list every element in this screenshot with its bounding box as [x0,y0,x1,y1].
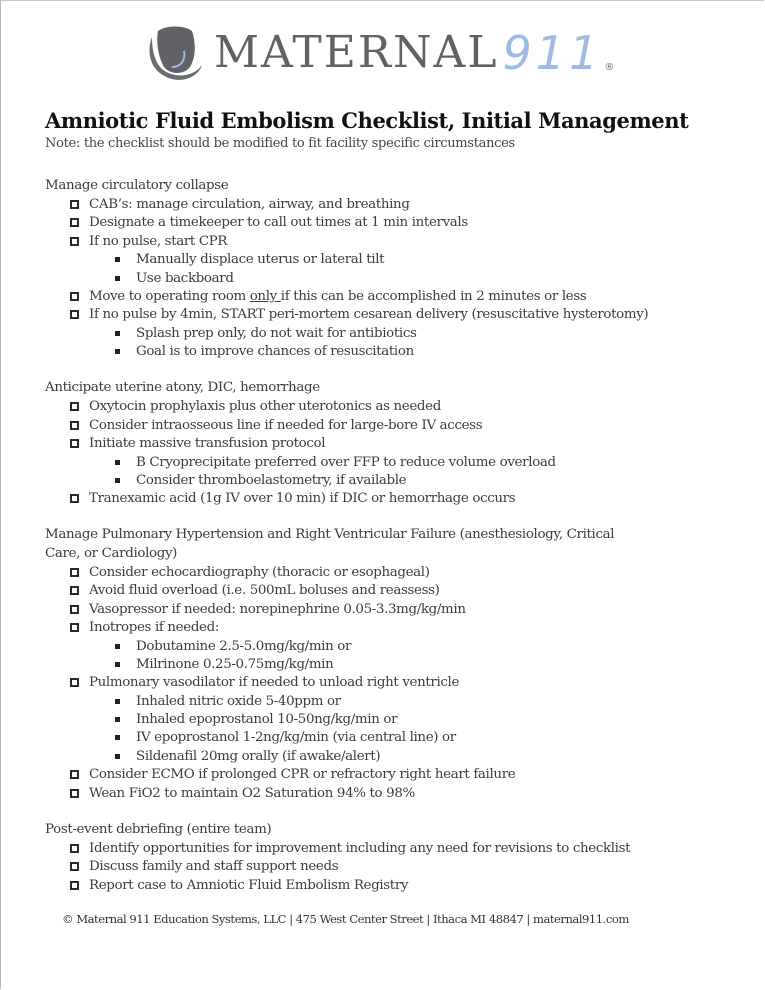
checklist-item [45,582,735,600]
sub-item [45,471,735,489]
checkbox[interactable] [70,586,79,595]
sub-item-text: Inhaled nitric oxide 5-40ppm or [136,693,341,709]
checkbox[interactable] [70,310,79,319]
item-text [89,289,586,304]
checkbox[interactable] [70,237,79,246]
checkbox[interactable] [70,568,79,577]
sub-item [45,729,735,747]
underlined-emphasis: only [249,289,281,305]
sub-item-text: Dobutamine 2.5-5.0mg/kg/min or [136,638,352,654]
checklist-item [45,600,735,618]
checkbox[interactable] [70,862,79,871]
checkbox[interactable] [70,789,79,798]
checkbox[interactable] [70,881,79,890]
logo-wordmark: MATERNAL [214,27,499,78]
bullet-icon [115,349,120,354]
checklist-item [45,858,735,876]
bullet-icon [115,460,120,465]
sub-item [45,269,735,287]
checklist-item [45,784,735,802]
checkbox[interactable] [70,218,79,227]
checkbox[interactable] [70,605,79,614]
sub-item [45,655,735,673]
item-text: Report case to Amniotic Fluid Embolism Registry [89,877,409,893]
checklist-item [45,876,735,894]
sub-item-text: IV epoprostanol 1-2ng/kg/min (via central line) or [136,730,456,746]
item-text: Vasopressor if needed: norepinephrine 0.05-3.3mg/kg/min [89,601,466,617]
document-title: Amniotic Fluid Embolism Checklist, Initial Management [45,108,689,133]
maternal911-swirl-logo-icon [144,23,204,83]
bullet-icon [115,662,120,667]
item-text: Consider ECMO if prolonged CPR or refractory right heart failure [89,767,516,783]
section-heading-continued: Care, or Cardiology) [45,545,178,561]
checkbox[interactable] [70,770,79,779]
checklist-item [45,618,735,636]
item-text: CAB’s: manage circulation, airway, and breathing [89,197,410,213]
bullet-icon [115,754,120,759]
registered-mark: ® [604,62,615,73]
bullet-icon [115,331,120,336]
sub-item-text: Manually displace uterus or lateral tilt [136,252,385,268]
checklist-item [45,766,735,784]
checkbox[interactable] [70,439,79,448]
sub-item-text: Goal is to improve chances of resuscitation [136,344,414,360]
sub-item [45,747,735,765]
sub-item [45,692,735,710]
sub-item [45,324,735,342]
checkbox[interactable] [70,421,79,430]
sub-item-text: Use backboard [136,270,234,286]
section-heading: Manage Pulmonary Hypertension and Right Ventricular Failure (anesthesiology, Critical [45,527,615,543]
section-pulmonary-hypertension [45,526,735,802]
sub-item [45,251,735,269]
item-text: Identify opportunities for improvement including any need for revisions to checklist [89,840,631,856]
item-text: Wean FiO2 to maintain O2 Saturation 94% to 98% [89,785,415,801]
checklist-item [45,674,735,692]
item-text: Tranexamic acid (1g IV over 10 min) if DIC or hemorrhage occurs [89,491,516,507]
item-text-part: Move to operating room [89,289,250,305]
section-post-event-debriefing [45,821,735,895]
checklist-item [45,195,735,213]
checklist-item [45,563,735,581]
maternal911-logo [144,23,614,83]
sub-item-text: Consider thromboelastometry, if available [136,472,407,488]
checkbox[interactable] [70,678,79,687]
checkbox[interactable] [70,200,79,209]
item-text: Initiate massive transfusion protocol [89,436,326,452]
checkbox[interactable] [70,402,79,411]
checklist-item [45,306,735,324]
sub-item-text: B Cryoprecipitate preferred over FFP to reduce volume overload [136,454,556,470]
checklist-item [45,435,735,453]
section-heading: Post-event debriefing (entire team) [45,821,272,837]
sub-item [45,637,735,655]
item-text: Discuss family and staff support needs [89,859,339,875]
item-text: Consider intraosseous line if needed for large-bore IV access [89,417,483,433]
sub-item [45,453,735,471]
bullet-icon [115,478,120,483]
checklist-item [45,839,735,857]
item-text-part: if this can be accomplished in 2 minutes or less [280,289,587,305]
checklist-item [45,416,735,434]
sub-item-text: Milrinone 0.25-0.75mg/kg/min [136,656,334,672]
checkbox[interactable] [70,844,79,853]
checklist-item [45,214,735,232]
item-text: Consider echocardiography (thoracic or esophageal) [89,564,430,580]
sub-item-text: Inhaled epoprostanol 10-50ng/kg/min or [136,712,398,728]
checkbox[interactable] [70,292,79,301]
item-text: If no pulse by 4min, START peri-mortem cesarean delivery (resuscitative hysterotomy) [89,307,649,323]
bullet-icon [115,276,120,281]
document-note: Note: the checklist should be modified to fit facility specific circumstances [45,136,515,151]
bullet-icon [115,717,120,722]
item-text: Oxytocin prophylaxis plus other uterotonics as needed [89,399,441,415]
bullet-icon [115,735,120,740]
checklist-item [45,398,735,416]
bullet-icon [115,699,120,704]
item-text: Avoid fluid overload (i.e. 500mL boluses and reassess) [89,583,440,599]
checklist-item [45,232,735,250]
item-text: If no pulse, start CPR [89,233,228,249]
section-uterine-atony [45,379,735,508]
checkbox[interactable] [70,494,79,503]
sub-item [45,343,735,361]
section-heading: Manage circulatory collapse [45,178,229,193]
footer-copyright: © Maternal 911 Education Systems, LLC | 475 West Center Street | Ithaca MI 48847 | maternal911.com [62,912,629,926]
checklist-item [45,287,735,305]
bullet-icon [115,257,120,262]
checklist-content [45,177,735,913]
item-text: Pulmonary vasodilator if needed to unload right ventricle [89,675,460,691]
section-circulatory-collapse [45,177,735,361]
section-heading: Anticipate uterine atony, DIC, hemorrhage [45,380,320,396]
sub-item [45,710,735,728]
sub-item-text: Splash prep only, do not wait for antibiotics [136,325,417,341]
logo-number: 911 [502,26,603,80]
checklist-item [45,490,735,508]
sub-item-text: Sildenafil 20mg orally (if awake/alert) [136,748,381,764]
bullet-icon [115,644,120,649]
checkbox[interactable] [70,623,79,632]
item-text: Inotropes if needed: [89,620,219,636]
item-text: Designate a timekeeper to call out times at 1 min intervals [89,215,468,231]
